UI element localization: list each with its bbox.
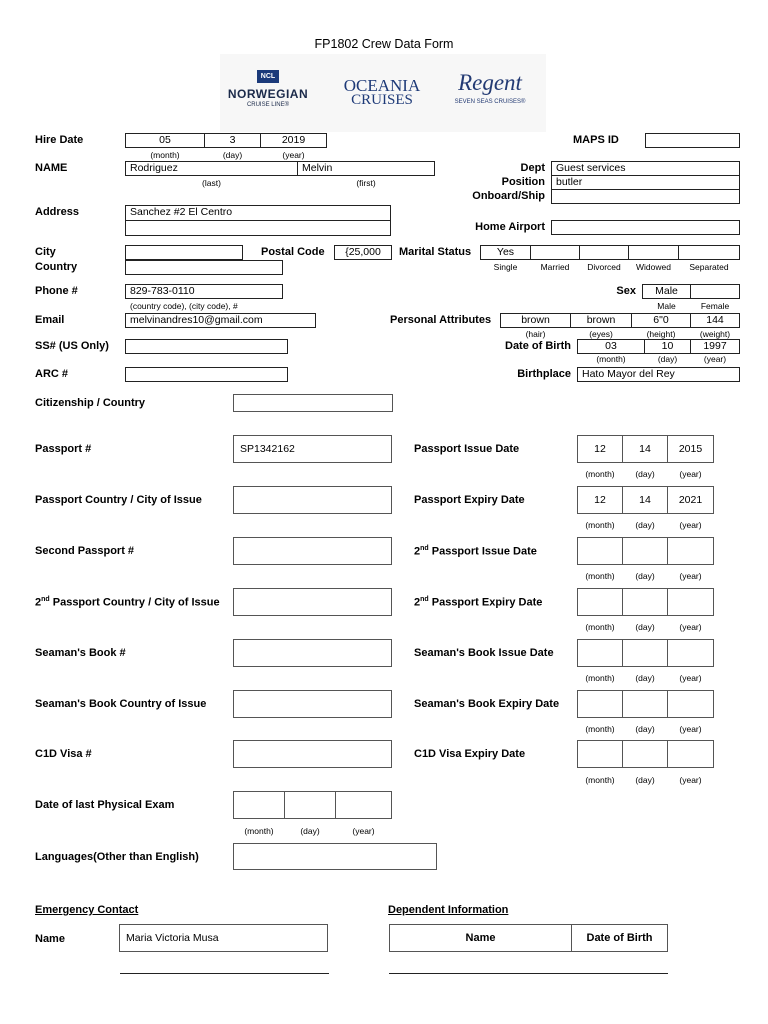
address-line2-input[interactable] <box>125 220 391 236</box>
c1d-expiry-label: C1D Visa Expiry Date <box>414 748 526 760</box>
passport-expiry-year-caption: (year) <box>679 520 702 530</box>
second-passport-input[interactable] <box>233 537 392 565</box>
country-label: Country <box>35 261 78 273</box>
seamans-expiry-label: Seaman's Book Expiry Date <box>414 698 560 710</box>
personal-attributes-label: Personal Attributes <box>390 314 492 326</box>
weight-caption: (weight) <box>699 329 731 339</box>
country-input[interactable] <box>125 260 283 275</box>
passport-issue-year[interactable]: 2015 <box>667 435 714 463</box>
second-passport-expiry-month-caption: (month) <box>585 622 615 632</box>
phone-caption: (country code), (city code), # <box>130 301 238 311</box>
onboard-ship-input[interactable] <box>551 189 740 204</box>
onboard-ship-label: Onboard/Ship <box>472 190 545 202</box>
birthplace-input[interactable]: Hato Mayor del Rey <box>577 367 740 382</box>
dependent-dob-header: Date of Birth <box>571 924 668 952</box>
c1d-expiry-month-caption: (month) <box>585 775 615 785</box>
position-input[interactable]: butler <box>551 175 740 190</box>
birthplace-label: Birthplace <box>517 368 571 380</box>
sex-male-box[interactable]: Male <box>642 284 691 299</box>
dob-year-caption: (year) <box>703 354 727 364</box>
city-input[interactable] <box>125 245 243 260</box>
emergency-contact-heading: Emergency Contact <box>35 904 139 916</box>
maps-id-label: MAPS ID <box>573 134 619 146</box>
second-passport-expiry-month[interactable] <box>577 588 623 616</box>
second-passport-country-sup: nd <box>41 596 50 603</box>
second-passport-expiry-day[interactable] <box>622 588 668 616</box>
second-passport-expiry-sup: nd <box>420 596 429 603</box>
second-passport-issue-rest: Passport Issue Date <box>428 545 537 558</box>
second-passport-expiry-year[interactable] <box>667 588 714 616</box>
passport-expiry-date-label: Passport Expiry Date <box>414 494 525 506</box>
dependent-info-heading: Dependent Information <box>388 904 509 916</box>
second-passport-issue-prefix: 2 <box>414 545 421 558</box>
second-passport-issue-month[interactable] <box>577 537 623 565</box>
regent-logo-sub: SEVEN SEAS CRUISES® <box>454 99 526 105</box>
physical-exam-year-caption: (year) <box>352 826 375 836</box>
marital-single-box[interactable]: Yes <box>480 245 531 260</box>
dob-day[interactable]: 10 <box>644 339 691 354</box>
regent-logo-name: Regent <box>458 70 522 95</box>
physical-exam-month-caption: (month) <box>244 826 274 836</box>
postal-code-label: Postal Code <box>261 246 325 258</box>
physical-exam-label: Date of last Physical Exam <box>35 799 175 811</box>
hire-date-month[interactable]: 05 <box>125 133 205 148</box>
languages-label: Languages(Other than English) <box>35 851 199 863</box>
dob-month-caption: (month) <box>596 354 626 364</box>
sex-option-male: Male <box>657 301 676 311</box>
height-caption: (height) <box>646 329 676 339</box>
email-input[interactable]: melvinandres10@gmail.com <box>125 313 316 328</box>
seamans-country-input[interactable] <box>233 690 392 718</box>
dob-year[interactable]: 1997 <box>690 339 740 354</box>
passport-country-input[interactable] <box>233 486 392 514</box>
first-name-caption: (first) <box>356 178 376 188</box>
ssn-input[interactable] <box>125 339 288 354</box>
hire-date-month-caption: (month) <box>150 150 180 160</box>
passport-number-input[interactable]: SP1342162 <box>233 435 392 463</box>
emergency-signature-line <box>120 973 329 974</box>
languages-input[interactable] <box>233 843 437 870</box>
seamans-issue-month-caption: (month) <box>585 673 615 683</box>
second-passport-issue-year[interactable] <box>667 537 714 565</box>
passport-expiry-year[interactable]: 2021 <box>667 486 714 514</box>
marital-option-divorced: Divorced <box>587 262 621 272</box>
dob-day-caption: (day) <box>657 354 678 364</box>
c1d-expiry-day-caption: (day) <box>635 775 655 785</box>
seamans-issue-month[interactable] <box>577 639 623 667</box>
second-passport-issue-month-caption: (month) <box>585 571 615 581</box>
second-passport-issue-year-caption: (year) <box>679 571 702 581</box>
ncl-badge: NCL <box>257 70 279 83</box>
name-label: NAME <box>35 162 68 174</box>
passport-expiry-month-caption: (month) <box>585 520 615 530</box>
dependent-name-header: Name <box>389 924 572 952</box>
citizenship-input[interactable] <box>233 394 393 412</box>
passport-issue-month-caption: (month) <box>585 469 615 479</box>
physical-exam-year[interactable] <box>335 791 392 819</box>
seamans-country-label: Seaman's Book Country of Issue <box>35 698 207 710</box>
marital-widowed-box[interactable] <box>628 245 679 260</box>
second-passport-expiry-day-caption: (day) <box>635 622 655 632</box>
address-label: Address <box>35 206 80 218</box>
second-passport-issue-day-caption: (day) <box>635 571 655 581</box>
c1d-visa-input[interactable] <box>233 740 392 768</box>
last-name-input[interactable]: Rodriguez <box>125 161 298 176</box>
form-title: FP1802 Crew Data Form <box>314 37 454 51</box>
seamans-expiry-day-caption: (day) <box>635 724 655 734</box>
maps-id-input[interactable] <box>645 133 740 148</box>
first-name-input[interactable]: Melvin <box>297 161 435 176</box>
seamans-expiry-day[interactable] <box>622 690 668 718</box>
c1d-expiry-year[interactable] <box>667 740 714 768</box>
phone-input[interactable]: 829-783-0110 <box>125 284 283 299</box>
passport-issue-date-label: Passport Issue Date <box>414 443 520 455</box>
address-line1-input[interactable]: Sanchez #2 El Centro <box>125 205 391 221</box>
seamans-issue-year[interactable] <box>667 639 714 667</box>
hair-input[interactable]: brown <box>500 313 571 328</box>
passport-expiry-day-caption: (day) <box>635 520 655 530</box>
physical-exam-day[interactable] <box>284 791 336 819</box>
sex-female-box[interactable] <box>690 284 740 299</box>
passport-expiry-day[interactable]: 14 <box>622 486 668 514</box>
seamans-issue-label: Seaman's Book Issue Date <box>414 647 554 659</box>
position-label: Position <box>501 176 545 188</box>
second-passport-country-prefix: 2 <box>35 596 42 609</box>
logo-banner <box>220 54 546 132</box>
hair-caption: (hair) <box>525 329 546 339</box>
seamans-issue-year-caption: (year) <box>679 673 702 683</box>
home-airport-label: Home Airport <box>475 221 545 233</box>
marital-option-separated: Separated <box>689 262 729 272</box>
hire-date-label: Hire Date <box>35 134 84 146</box>
passport-country-label: Passport Country / City of Issue <box>35 494 202 506</box>
sex-option-female: Female <box>700 301 730 311</box>
ncl-logo-sub: CRUISE LINE® <box>246 102 290 108</box>
eyes-caption: (eyes) <box>589 329 613 339</box>
c1d-expiry-year-caption: (year) <box>679 775 702 785</box>
arc-label: ARC # <box>35 368 69 380</box>
passport-issue-day-caption: (day) <box>635 469 655 479</box>
passport-issue-month[interactable]: 12 <box>577 435 623 463</box>
second-passport-expiry-prefix: 2 <box>414 596 421 609</box>
hire-date-day-caption: (day) <box>222 150 243 160</box>
oceania-logo-line2: CRUISES <box>351 92 413 108</box>
second-passport-label: Second Passport # <box>35 545 135 557</box>
emergency-name-input[interactable]: Maria Victoria Musa <box>119 924 328 952</box>
marital-status-label: Marital Status <box>399 246 472 258</box>
second-passport-expiry-year-caption: (year) <box>679 622 702 632</box>
dept-label: Dept <box>520 162 545 174</box>
c1d-visa-label: C1D Visa # <box>35 748 92 760</box>
second-passport-country-label <box>35 596 220 609</box>
physical-exam-day-caption: (day) <box>300 826 320 836</box>
seamans-expiry-year-caption: (year) <box>679 724 702 734</box>
email-label: Email <box>35 314 65 326</box>
dept-input[interactable]: Guest services <box>551 161 740 176</box>
postal-code-input[interactable]: {25,000 <box>334 245 392 260</box>
ncl-logo-name: NORWEGIAN <box>227 87 309 101</box>
second-passport-expiry-label <box>414 596 542 609</box>
second-passport-country-rest: Passport Country / City of Issue <box>49 596 220 609</box>
marital-divorced-box[interactable] <box>579 245 629 260</box>
second-passport-issue-day[interactable] <box>622 537 668 565</box>
dob-label: Date of Birth <box>505 340 571 352</box>
citizenship-label: Citizenship / Country <box>35 397 145 409</box>
second-passport-country-input[interactable] <box>233 588 392 616</box>
c1d-expiry-month[interactable] <box>577 740 623 768</box>
marital-option-widowed: Widowed <box>636 262 671 272</box>
dob-month[interactable]: 03 <box>577 339 645 354</box>
second-passport-issue-label <box>414 545 537 558</box>
passport-expiry-month[interactable]: 12 <box>577 486 623 514</box>
seamans-expiry-year[interactable] <box>667 690 714 718</box>
seamans-book-input[interactable] <box>233 639 392 667</box>
passport-number-label: Passport # <box>35 443 92 455</box>
city-label: City <box>35 246 56 258</box>
passport-issue-day[interactable]: 14 <box>622 435 668 463</box>
emergency-name-label: Name <box>35 933 65 945</box>
last-name-caption: (last) <box>202 178 221 188</box>
seamans-expiry-month[interactable] <box>577 690 623 718</box>
c1d-expiry-day[interactable] <box>622 740 668 768</box>
hire-date-year[interactable]: 2019 <box>260 133 327 148</box>
marital-option-married: Married <box>540 262 570 272</box>
seamans-book-label: Seaman's Book # <box>35 647 126 659</box>
marital-option-single: Single <box>493 262 518 272</box>
marital-married-box[interactable] <box>530 245 580 260</box>
dependent-row-line <box>389 973 668 974</box>
height-input[interactable]: 6"0 <box>631 313 691 328</box>
marital-separated-box[interactable] <box>678 245 740 260</box>
arc-input[interactable] <box>125 367 288 382</box>
seamans-issue-day[interactable] <box>622 639 668 667</box>
physical-exam-month[interactable] <box>233 791 285 819</box>
seamans-issue-day-caption: (day) <box>635 673 655 683</box>
hire-date-year-caption: (year) <box>282 150 305 160</box>
seamans-expiry-month-caption: (month) <box>585 724 615 734</box>
second-passport-issue-sup: nd <box>420 545 429 552</box>
home-airport-input[interactable] <box>551 220 740 235</box>
hire-date-day[interactable]: 3 <box>204 133 261 148</box>
ssn-label: SS# (US Only) <box>35 340 109 352</box>
second-passport-expiry-rest: Passport Expiry Date <box>428 596 543 609</box>
oceania-logo-line1: OCEANIA <box>343 76 421 95</box>
eyes-input[interactable]: brown <box>570 313 632 328</box>
weight-input[interactable]: 144 <box>690 313 740 328</box>
sex-label: Sex <box>616 285 636 297</box>
phone-label: Phone # <box>35 285 78 297</box>
passport-issue-year-caption: (year) <box>679 469 702 479</box>
